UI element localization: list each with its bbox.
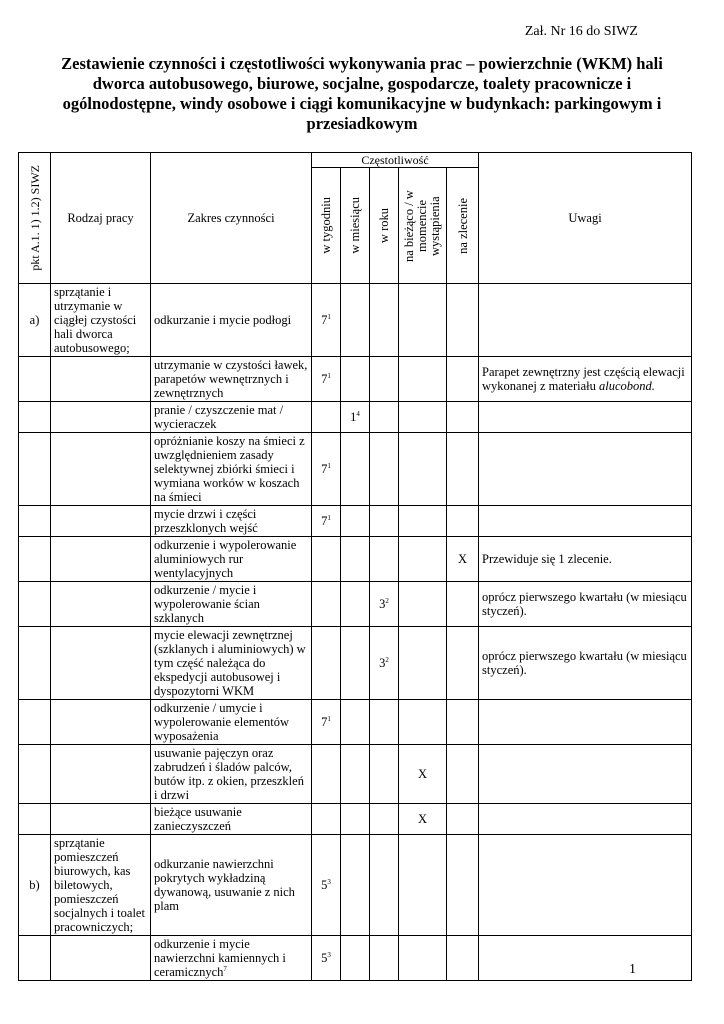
cell-uwagi <box>479 582 692 627</box>
cell-zakres-czynnosci <box>151 433 312 506</box>
table-row <box>19 627 692 700</box>
cell-rodzaj-pracy <box>51 745 151 804</box>
cell-w-miesiacu <box>341 433 370 506</box>
uwagi-text: Parapet zewnętrzny jest częścią elewacji wykonanej z materiału <box>482 365 685 393</box>
footnote-marker: 1 <box>327 513 331 522</box>
frequency-value: 5 <box>321 951 328 965</box>
cell-rodzaj-pracy <box>51 284 151 357</box>
cell-w-tygodniu <box>312 804 341 835</box>
cell-zakres-czynnosci <box>151 582 312 627</box>
cell-rodzaj-pracy <box>51 402 151 433</box>
cell-w-roku <box>370 804 399 835</box>
zakres-text: mycie elewacji zewnętrznej (szklanych i aluminiowych) w tym część należąca do ekspedycji autobusowej i dyspozytorni WKM <box>154 628 306 698</box>
cell-na-zlecenie <box>447 745 479 804</box>
cell-w-roku <box>370 936 399 981</box>
cell-uwagi <box>479 506 692 537</box>
zakres-text: odkurzenie / mycie i wypolerowanie ścian szklanych <box>154 583 260 625</box>
cell-w-miesiacu <box>341 402 370 433</box>
cell-uwagi <box>479 433 692 506</box>
cell-w-tygodniu <box>312 284 341 357</box>
table-row <box>19 804 692 835</box>
pkt-text: a) <box>29 313 40 327</box>
frequency-value: 7 <box>321 715 328 729</box>
cell-na-biezaco <box>399 627 447 700</box>
cell-w-tygodniu <box>312 700 341 745</box>
cell-w-miesiacu <box>341 700 370 745</box>
zakres-text: odkurzenie i wypolerowanie aluminiowych rur wentylacyjnych <box>154 538 297 580</box>
table-row <box>19 506 692 537</box>
cell-rodzaj-pracy <box>51 835 151 936</box>
cell-w-miesiacu <box>341 537 370 582</box>
cell-na-biezaco <box>399 804 447 835</box>
cell-na-biezaco <box>399 357 447 402</box>
cell-zakres-czynnosci <box>151 357 312 402</box>
cell-pkt <box>19 433 51 506</box>
cell-pkt <box>19 700 51 745</box>
cell-w-roku <box>370 700 399 745</box>
table-row <box>19 537 692 582</box>
footnote-marker: 3 <box>327 950 331 959</box>
cell-zakres-czynnosci <box>151 936 312 981</box>
cell-w-roku <box>370 627 399 700</box>
cell-pkt <box>19 804 51 835</box>
table-row <box>19 402 692 433</box>
cell-w-tygodniu <box>312 433 341 506</box>
cell-pkt <box>19 537 51 582</box>
cell-w-tygodniu <box>312 506 341 537</box>
cell-rodzaj-pracy <box>51 582 151 627</box>
cell-na-biezaco <box>399 537 447 582</box>
cell-zakres-czynnosci <box>151 537 312 582</box>
cell-w-roku <box>370 402 399 433</box>
table-row <box>19 433 692 506</box>
cell-pkt <box>19 835 51 936</box>
frequency-value: 3 <box>379 656 386 670</box>
cell-uwagi <box>479 357 692 402</box>
zakres-text: odkurzenie / umycie i wypolerowanie elementów wyposażenia <box>154 701 290 743</box>
cell-na-biezaco <box>399 700 447 745</box>
cell-zakres-czynnosci <box>151 835 312 936</box>
zakres-text: mycie drzwi i części przeszklonych wejść <box>154 507 258 535</box>
frequency-value: 7 <box>321 462 328 476</box>
uwagi-text: Przewiduje się 1 zlecenie. <box>482 552 612 566</box>
cell-w-miesiacu <box>341 835 370 936</box>
cell-uwagi <box>479 284 692 357</box>
uwagi-text: oprócz pierwszego kwartału (w miesiącu styczeń). <box>482 590 687 618</box>
cell-uwagi <box>479 402 692 433</box>
table-body <box>19 284 692 981</box>
cell-rodzaj-pracy <box>51 537 151 582</box>
rodzaj-text: sprzątanie pomieszczeń biurowych, kas biletowych, pomieszczeń socjalnych i toalet pracowniczych; <box>54 836 145 934</box>
mark-x: X <box>458 552 468 566</box>
cell-w-miesiacu <box>341 357 370 402</box>
header-na-biezaco: na bieżąco / w momencie wystąpienia <box>399 168 447 284</box>
cell-uwagi <box>479 627 692 700</box>
cell-w-miesiacu <box>341 936 370 981</box>
footnote-marker: 1 <box>327 312 331 321</box>
cell-w-tygodniu <box>312 745 341 804</box>
pkt-text: b) <box>29 878 40 892</box>
table-row <box>19 936 692 981</box>
header-w-tygodniu: w tygodniu <box>312 168 341 284</box>
schedule-table <box>18 152 692 981</box>
rodzaj-text: sprzątanie i utrzymanie w ciągłej czystości hali dworca autobusowego; <box>54 285 137 355</box>
table-row <box>19 357 692 402</box>
cell-w-tygodniu <box>312 835 341 936</box>
cell-na-zlecenie <box>447 582 479 627</box>
cell-zakres-czynnosci <box>151 700 312 745</box>
cell-uwagi <box>479 745 692 804</box>
zakres-text: pranie / czyszczenie mat / wycieraczek <box>154 403 284 431</box>
mark-x: X <box>417 767 428 781</box>
frequency-value: 7 <box>321 514 328 528</box>
cell-w-miesiacu <box>341 284 370 357</box>
zakres-text: odkurzanie i mycie podłogi <box>154 313 292 327</box>
footnote-marker: 1 <box>327 714 331 723</box>
header-zakres-czynnosci: Zakres czynności <box>151 153 312 284</box>
cell-zakres-czynnosci <box>151 284 312 357</box>
cell-na-zlecenie <box>447 284 479 357</box>
zakres-text: usuwanie pajęczyn oraz zabrudzeń i śladów palców, butów itp. z okien, przeszkleń i drzwi <box>154 746 304 802</box>
cell-pkt <box>19 936 51 981</box>
cell-zakres-czynnosci <box>151 506 312 537</box>
header-czestotliwosc: Częstotliwość <box>312 153 479 168</box>
header-w-miesiacu: w miesiącu <box>341 168 370 284</box>
table-row <box>19 835 692 936</box>
frequency-value: 7 <box>321 372 328 386</box>
cell-w-roku <box>370 284 399 357</box>
cell-w-miesiacu <box>341 627 370 700</box>
header-uwagi: Uwagi <box>479 153 692 284</box>
cell-w-miesiacu <box>341 745 370 804</box>
zakres-text: odkurzanie nawierzchni pokrytych wykładziną dywanową, usuwanie z nich plam <box>154 857 295 913</box>
cell-na-biezaco <box>399 433 447 506</box>
table-row <box>19 582 692 627</box>
cell-w-roku <box>370 537 399 582</box>
cell-w-tygodniu <box>312 537 341 582</box>
mark-x: X <box>417 812 428 826</box>
cell-w-tygodniu <box>312 627 341 700</box>
cell-rodzaj-pracy <box>51 433 151 506</box>
zakres-text: odkurzenie i mycie nawierzchni kamiennych i ceramicznych <box>154 937 286 979</box>
header-na-zlecenie: na zlecenie <box>447 168 479 284</box>
cell-w-miesiacu <box>341 582 370 627</box>
cell-pkt <box>19 402 51 433</box>
cell-w-tygodniu <box>312 357 341 402</box>
cell-rodzaj-pracy <box>51 357 151 402</box>
cell-na-zlecenie <box>447 700 479 745</box>
cell-w-roku <box>370 357 399 402</box>
cell-w-miesiacu <box>341 506 370 537</box>
cell-na-zlecenie <box>447 936 479 981</box>
zakres-text: opróżnianie koszy na śmieci z uwzględnieniem zasady selektywnej zbiórki śmieci i wymiana worków w koszach na śmieci <box>154 434 305 504</box>
cell-na-zlecenie <box>447 357 479 402</box>
footnote-marker: 3 <box>327 877 331 886</box>
attachment-note: Zał. Nr 16 do SIWZ <box>524 24 638 39</box>
cell-na-zlecenie <box>447 433 479 506</box>
table-row <box>19 700 692 745</box>
cell-pkt <box>19 284 51 357</box>
frequency-value: 5 <box>321 878 328 892</box>
uwagi-italic-text: alucobond. <box>599 379 655 393</box>
cell-zakres-czynnosci <box>151 402 312 433</box>
cell-w-tygodniu <box>312 936 341 981</box>
cell-zakres-czynnosci <box>151 745 312 804</box>
document-title: Zestawienie czynności i częstotliwości wykonywania prac – powierzchnie (WKM) hali dworca autobusowego, biurowe, socjalne, gospodarcze, toalety pracownicze i ogólnodostępne, windy osobowe i ciągi komunikacyjne w budynkach: parkingowym i przesiadkowym <box>61 54 663 133</box>
cell-na-zlecenie <box>447 537 479 582</box>
cell-uwagi <box>479 700 692 745</box>
uwagi-text: oprócz pierwszego kwartału (w miesiącu styczeń). <box>482 649 687 677</box>
cell-na-zlecenie <box>447 835 479 936</box>
footnote-marker: 2 <box>385 655 389 664</box>
cell-rodzaj-pracy <box>51 936 151 981</box>
cell-na-biezaco <box>399 835 447 936</box>
cell-w-roku <box>370 582 399 627</box>
cell-na-biezaco <box>399 582 447 627</box>
cell-pkt <box>19 357 51 402</box>
cell-na-biezaco <box>399 402 447 433</box>
zakres-text: utrzymanie w czystości ławek, parapetów wewnętrznych i zewnętrznych <box>154 358 308 400</box>
header-w-roku: w roku <box>370 168 399 284</box>
cell-na-biezaco <box>399 936 447 981</box>
cell-rodzaj-pracy <box>51 627 151 700</box>
table-row <box>19 284 692 357</box>
frequency-value: 3 <box>379 597 386 611</box>
cell-pkt <box>19 745 51 804</box>
header-pkt: pkt A.1. 1) 1.2) SIWZ <box>19 153 51 284</box>
zakres-text: bieżące usuwanie zanieczyszczeń <box>154 805 242 833</box>
frequency-value: 1 <box>350 410 357 424</box>
cell-w-roku <box>370 506 399 537</box>
cell-uwagi <box>479 936 692 981</box>
cell-zakres-czynnosci <box>151 804 312 835</box>
footnote-marker: 7 <box>223 964 227 973</box>
cell-na-biezaco <box>399 506 447 537</box>
cell-uwagi <box>479 804 692 835</box>
cell-w-tygodniu <box>312 582 341 627</box>
cell-rodzaj-pracy <box>51 804 151 835</box>
cell-rodzaj-pracy <box>51 700 151 745</box>
footnote-marker: 1 <box>327 461 331 470</box>
cell-pkt <box>19 627 51 700</box>
page-number: 1 <box>629 962 636 977</box>
cell-w-roku <box>370 433 399 506</box>
cell-na-zlecenie <box>447 804 479 835</box>
cell-w-miesiacu <box>341 804 370 835</box>
cell-na-biezaco <box>399 745 447 804</box>
frequency-value: 7 <box>321 313 328 327</box>
header-rodzaj-pracy: Rodzaj pracy <box>51 153 151 284</box>
cell-na-zlecenie <box>447 627 479 700</box>
cell-na-zlecenie <box>447 506 479 537</box>
footnote-marker: 4 <box>356 409 360 418</box>
cell-w-roku <box>370 745 399 804</box>
cell-pkt <box>19 582 51 627</box>
table-row <box>19 745 692 804</box>
cell-rodzaj-pracy <box>51 506 151 537</box>
cell-na-zlecenie <box>447 402 479 433</box>
cell-uwagi <box>479 835 692 936</box>
footnote-marker: 1 <box>327 371 331 380</box>
cell-na-biezaco <box>399 284 447 357</box>
footnote-marker: 2 <box>385 596 389 605</box>
cell-w-tygodniu <box>312 402 341 433</box>
cell-uwagi <box>479 537 692 582</box>
cell-pkt <box>19 506 51 537</box>
cell-zakres-czynnosci <box>151 627 312 700</box>
cell-w-roku <box>370 835 399 936</box>
